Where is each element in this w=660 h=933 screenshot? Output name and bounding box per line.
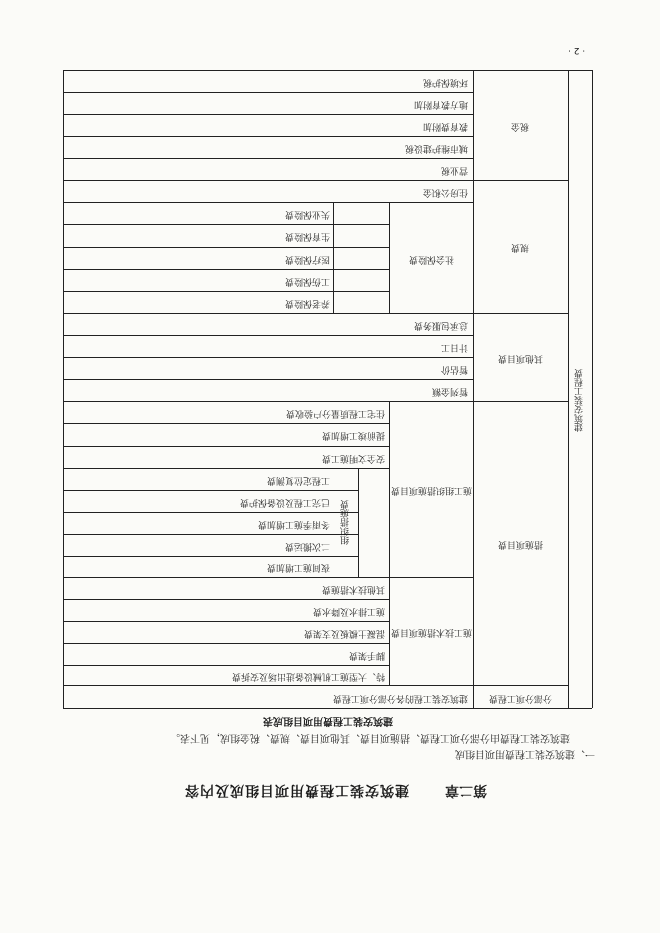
table-rule	[63, 92, 473, 93]
other-item: 总承包服务费	[414, 319, 469, 330]
group-label-shuijin: 税金	[511, 120, 530, 131]
table-rule	[63, 512, 358, 513]
table-rule	[63, 468, 389, 469]
org-sub-item: 二次搬运费	[285, 540, 331, 551]
tax-item: 营业税	[441, 164, 469, 175]
table-rule	[63, 621, 389, 622]
group-label-cuoshi: 措施项目费	[497, 538, 543, 549]
page-number: · 2 ·	[567, 44, 585, 55]
org-measure-item: 住宅工程质量分户验收费	[286, 407, 386, 418]
tech-measures-label: 施工技术措施项目费	[390, 626, 472, 637]
table-caption: 建筑安装工程费用项目组成表	[263, 715, 393, 726]
social-insurance-item: 工伤保险费	[285, 275, 331, 286]
group-divider	[63, 180, 568, 181]
fenbu-item: 建筑安装工程的各分部分项工程费	[333, 692, 469, 703]
table-rule	[333, 202, 334, 313]
table-rule	[63, 136, 473, 137]
social-insurance-item: 失业保险费	[285, 208, 331, 219]
chapter-number: 第二章	[445, 782, 487, 798]
group-label-qita: 其他项目费	[497, 352, 543, 363]
social-insurance-item: 养老保险费	[285, 297, 331, 308]
tax-item: 教育费附加	[423, 120, 469, 131]
table-rule	[473, 70, 474, 708]
table-rule	[63, 379, 473, 380]
tax-item: 环境保护税	[423, 76, 469, 87]
table-rule	[389, 401, 390, 685]
tax-item: 城市维护建设税	[405, 142, 469, 153]
other-item: 计日工	[441, 341, 469, 352]
table-rule	[63, 224, 389, 225]
table-rule	[63, 357, 473, 358]
table-rule	[63, 158, 473, 159]
table-rule	[63, 269, 389, 270]
org-sub-item: 冬雨季施工增加费	[258, 518, 331, 529]
org-sub-item: 夜间施工增加费	[267, 561, 331, 572]
table-rule	[63, 70, 64, 708]
table-rule	[592, 70, 593, 708]
group-divider	[63, 313, 568, 314]
table-rule	[63, 335, 473, 336]
table-root-label: 建筑安装工程费	[574, 368, 585, 432]
section-paragraph: 建筑安装工程费由分部分项工程费、措施项目费、其他项目费、规费、税金组成，见下表。	[170, 732, 570, 743]
table-rule	[63, 708, 592, 709]
table-rule	[63, 577, 473, 578]
section-heading: 一、建筑安装工程费用项目组成	[455, 748, 595, 759]
social-insurance-label: 社会保险费	[408, 253, 454, 264]
table-rule	[63, 643, 389, 644]
social-insurance-item: 生育保险费	[285, 230, 331, 241]
table-rule	[63, 665, 389, 666]
group-divider	[63, 401, 568, 402]
table-rule	[63, 114, 473, 115]
other-item: 暂估价	[441, 363, 469, 374]
org-sub-item: 已完工程及设备保护费	[240, 496, 331, 507]
table-rule	[63, 490, 358, 491]
org-sub-item: 工程定位复测费	[267, 474, 331, 485]
tech-measure-item: 施工排水及降水费	[313, 605, 386, 616]
tech-measure-item: 特、大型施工机械设备进出场及安拆费	[232, 670, 386, 681]
org-measure-item: 安全文明施工费	[322, 452, 386, 463]
table-rule	[63, 291, 389, 292]
housing-fund-item: 住房公积金	[423, 186, 469, 197]
tech-measure-item: 其他技术措施费	[322, 583, 386, 594]
org-measure-item: 提前竣工增加费	[322, 429, 386, 440]
social-insurance-item: 医疗保险费	[285, 253, 331, 264]
group-divider	[63, 685, 568, 686]
table-rule	[63, 446, 389, 447]
table-rule	[63, 247, 389, 248]
org-measures-label: 施工组织措施项目费	[390, 484, 472, 495]
table-rule	[63, 423, 389, 424]
chapter-title: 建筑安装工程费用项目组成及内容	[183, 782, 409, 798]
org-sub-label: 组织措施费	[340, 499, 351, 545]
table-rule	[358, 468, 359, 577]
other-item: 暂列金额	[432, 385, 469, 396]
root-column-rule	[568, 70, 569, 708]
tech-measure-item: 混凝土模板及支架费	[304, 627, 386, 638]
tech-measure-item: 脚手架费	[349, 649, 386, 660]
tax-item: 地方教育附加	[414, 98, 469, 109]
table-rule	[63, 534, 358, 535]
table-rule	[63, 202, 473, 203]
table-rule	[63, 556, 358, 557]
group-label-fenbu: 分部分项工程费	[488, 692, 552, 703]
table-rule	[63, 599, 389, 600]
group-label-guifei: 规费	[511, 241, 530, 252]
table-rule	[63, 70, 592, 71]
table-rule	[389, 202, 390, 313]
